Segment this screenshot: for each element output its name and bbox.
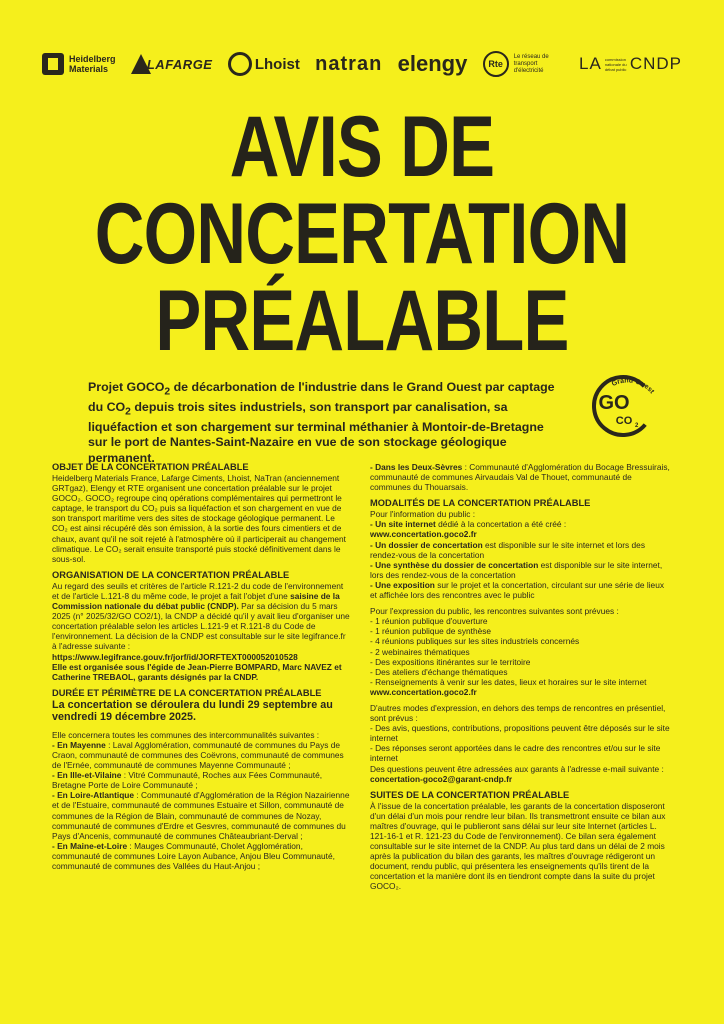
- heidelberg-mark-icon: [42, 53, 64, 75]
- subtitle-part: depuis trois sites industriels, son transport par canalisation, sa liquéfaction et son chargement sur terminal méthanier à Montoir-de-Bretagne sur le port de Nantes-Saint-Nazaire en vue de son stockage géologique permanent.: [88, 399, 544, 465]
- list-item-text: : Mauges Communauté, Cholet Agglomération, communauté de communes Loire Layon Aubance, Anjou Bleu Communauté, communauté de communes des Vallées du Haut-Anjou ;: [52, 840, 335, 871]
- list-item-text: : Communauté d'Agglomération de la Région Nazairienne et de l'Estuaire, communauté de communes Estuaire et Sillon, communauté de communes de la Région de Blain, communauté de communes de Nozay, communauté de communes d'Erdre et Gesvres, communauté de communes du Pays d'Ancenis, communauté de communes Châteaubriant-Derval ;: [52, 790, 350, 841]
- text-run: dédié à la concertation a été créé :: [435, 519, 567, 530]
- rencontre-item: - Des ateliers d'échange thématiques: [370, 666, 508, 677]
- list-item-text: : Vitré Communauté, Roches aux Fées Communauté, Bretagne Porte de Loire Communauté ;: [52, 770, 323, 791]
- subtitle-part: de décarbonation de l'industrie dans le Grand Ouest par captage du CO: [88, 380, 555, 414]
- other-modes-intro: D'autres modes d'expression, en dehors des temps de rencontres en présentiel, sont prévus :: [370, 702, 666, 724]
- right-column: [370, 462, 670, 892]
- other-mode-item: - Des réponses seront apportées dans le cadre des rencontres et/ou sur le site internet: [370, 743, 661, 764]
- garants-email-link[interactable]: concertation-goco2@garant-cndp.fr: [370, 773, 513, 784]
- lafarge-name: LAFARGE: [146, 56, 213, 72]
- text-run-bold: - Un dossier de concertation: [370, 539, 483, 550]
- heidelberg-name-2: Materials: [69, 64, 109, 74]
- title-line-3: PRÉALABLE: [155, 273, 569, 369]
- goco2-logo: [584, 364, 662, 442]
- left-column: [52, 462, 350, 871]
- goco2-go: GO: [598, 392, 630, 414]
- text-run: est disponible sur le site internet et lors des rendez-vous de la concertation: [370, 539, 645, 560]
- expression-intro: Pour l'expression du public, les rencontres suivantes sont prévues :: [370, 606, 619, 617]
- rencontre-item: - 2 webinaires thématiques: [370, 646, 470, 657]
- modalite-item: [370, 540, 670, 560]
- modalite-item: [370, 580, 670, 600]
- cndp-la: LA: [579, 54, 602, 73]
- rte-mark-icon: Rte: [483, 51, 509, 77]
- list-item-label: - En Loire-Atlantique: [52, 790, 135, 801]
- section-body-organisation: [52, 581, 350, 662]
- section-body-duree: Elle concernera toutes les communes des intercommunalités suivantes :: [52, 729, 320, 740]
- list-item-text: : Laval Agglomération, communauté de communes du Pays de Craon, communauté de communes des Coëvrons, communauté de communes de l'Ernée, communauté de communes Mayenne Communauté ;: [52, 739, 344, 771]
- goco2-co: CO: [615, 415, 633, 427]
- natran-name: natran: [315, 52, 383, 75]
- rte-tagline: Le réseau de transport d'électricité: [513, 53, 549, 74]
- questions-text: [370, 764, 670, 784]
- info-intro: Pour l'information du public :: [370, 509, 476, 520]
- section-heading-duree: DURÉE ET PÉRIMÈTRE DE LA CONCERTATION PRÉALABLE: [52, 687, 322, 698]
- rencontre-item: - 4 réunions publiques sur les sites industriels concernés: [370, 636, 580, 647]
- text-run: Au regard des seuils et critères de l'article R.121-2 du code de l'environnement et de l'article L.121-8 du même code, le projet a fait l'objet d'une: [52, 580, 344, 601]
- list-item-label: - En Ille-et-Vilaine: [52, 770, 122, 781]
- text-run: est disponible sur le site internet, lors des rendez-vous de la concertation: [370, 559, 663, 580]
- rencontre-item: - 1 réunion publique d'ouverture: [370, 616, 488, 627]
- other-mode-item: - Des avis, questions, contributions, propositions peuvent être déposés sur le site internet: [370, 723, 670, 744]
- list-item: [52, 841, 350, 871]
- cndp-name: CNDP: [629, 54, 682, 73]
- lhoist-mark-icon: [228, 52, 252, 76]
- rencontre-item: - Des expositions itinérantes sur le territoire: [370, 656, 531, 667]
- goco2-sub: 2: [635, 423, 639, 429]
- text-run: Par sa décision du 5 mars 2025 (n° 2025/32/GO CO2/1), la CNDP a décidé qu'il y avait lieu d'organiser une concertation préalable selon les articles L.121-9 et R.121-8 du Code de l'environnement. La décision de la CNDP est consultable sur le site legifrance.fr à l'adresse suivante :: [52, 601, 350, 652]
- modalite-item: [370, 560, 670, 580]
- text-run-bold: saisine de la Commission nationale du débat public (CNDP).: [52, 590, 340, 612]
- heidelberg-name: Heidelberg: [69, 54, 116, 64]
- modalite-item: [370, 519, 670, 529]
- partner-logos: [42, 50, 682, 78]
- rencontre-item: - Renseignements à venir sur les dates, lieux et horaires sur le site internet: [370, 676, 647, 687]
- concertation-dates: La concertation se déroulera du lundi 29 septembre au vendredi 19 décembre 2025.: [52, 698, 333, 724]
- lafarge-logo: [131, 54, 213, 74]
- legifrance-link[interactable]: https://www.legifrance.gouv.fr/jorf/id/JORFTEXT000052010528: [52, 651, 298, 662]
- website-link[interactable]: www.concertation.goco2.fr: [370, 686, 477, 697]
- list-item: [52, 740, 350, 770]
- lhoist-name: Lhoist: [254, 55, 300, 73]
- project-subtitle: [88, 380, 558, 466]
- rte-logo: [483, 51, 564, 77]
- title-line-2: CONCERTATION: [94, 186, 630, 282]
- text-run-bold: - Un site internet: [370, 519, 436, 530]
- text-run-bold: - Une exposition: [370, 579, 435, 590]
- title-line-1: AVIS DE: [229, 99, 495, 195]
- section-heading-organisation: ORGANISATION DE LA CONCERTATION PRÉALABLE: [52, 569, 290, 580]
- section-heading-modalites: MODALITÉS DE LA CONCERTATION PRÉALABLE: [370, 498, 591, 509]
- section-heading-suites: SUITES DE LA CONCERTATION PRÉALABLE: [370, 789, 570, 800]
- subtitle-subscript: 2: [125, 406, 131, 418]
- list-item-text: : Communauté d'Agglomération du Bocage Bressuirais, communauté de communes Airvaudais Val de Thouet, communauté de communes du Thouarsais.: [370, 462, 670, 493]
- garants-text: Elle est organisée sous l'égide de Jean-Pierre BOMPARD, Marc NAVEZ et Catherine TREBAOL, garants désignés par la CNDP.: [52, 661, 342, 682]
- list-item-label: - En Mayenne: [52, 739, 106, 750]
- natran-logo: [315, 53, 382, 76]
- subtitle-part: Projet GOCO: [88, 380, 165, 394]
- text-run: sur le projet et la concertation, circulant sur une série de lieux et affichée lors des rencontres avec le public: [370, 579, 665, 601]
- page-title: [72, 99, 651, 369]
- heidelberg-logo: [42, 53, 116, 75]
- goco2-arc-path-text: Grand Ouest: [610, 377, 656, 396]
- list-item-label: - En Maine-et-Loire: [52, 840, 128, 851]
- cndp-tagline: commission nationale du débat public: [604, 56, 627, 72]
- text-run-bold: - Une synthèse du dossier de concertation: [370, 559, 539, 570]
- section-heading-objet: OBJET DE LA CONCERTATION PRÉALABLE: [52, 462, 249, 472]
- rencontre-item: - 1 réunion publique de synthèse: [370, 626, 492, 637]
- subtitle-subscript: 2: [164, 386, 171, 398]
- section-body-suites: À l'issue de la concertation préalable, les garants de la concertation disposeront d'un délai d'un mois pour rendre leur bilan. Ils transmettront ensuite ce bilan aux maîtres d'ouvrage, qui le publieront sans délai sur leur site Internet (articles L. 121-16-1 et R. 121-23 du Code de l'environnement). Ce bilan sera également consultable sur le site internet de la CNDP. Au plus tard dans un délai de 2 mois après la publication du bilan des garants, les maîtres d'ouvrage rédigeront un document, rendu public, qui présentera les enseignements qu'ils tirent de la concertation et la manière dont ils en tiendront compte dans la suite du projet GOCO₂.: [370, 800, 666, 892]
- list-item: [52, 770, 350, 790]
- section-body-objet: Heidelberg Materials France, Lafarge Ciments, Lhoist, NaTran (anciennement GRTgaz), Elengy et RTE organisent une concertation préalable sur le projet GOCO₂. GOCO₂ regroupe cinq opérations complémentaires qui permettront le captage, le transport du CO₂ puis sa liquéfaction et son chargement en vue de son transport maritime vers des sites de stockage géologique permanent. Le CO₂ est ainsi récupéré dès son émission, à la sortie des fours cimentiers et de chaux, avant qu'il ne soit rejeté à l'atmosphère où il participerait au changement climatique. Le CO₂ serait ensuite transporté puis stocké définitivement dans le sous-sol.: [52, 473, 346, 564]
- elengy-name: elengy: [397, 51, 468, 76]
- list-item: [52, 790, 350, 840]
- elengy-logo: [398, 51, 468, 77]
- text-run: Des questions peuvent être adressées aux garants à l'adresse e-mail suivante :: [370, 763, 664, 774]
- list-item-label: - Dans les Deux-Sèvres: [370, 462, 463, 472]
- list-item: [370, 462, 670, 492]
- cndp-logo: [579, 54, 682, 74]
- website-link[interactable]: www.concertation.goco2.fr: [370, 529, 477, 540]
- lhoist-logo: [228, 52, 300, 76]
